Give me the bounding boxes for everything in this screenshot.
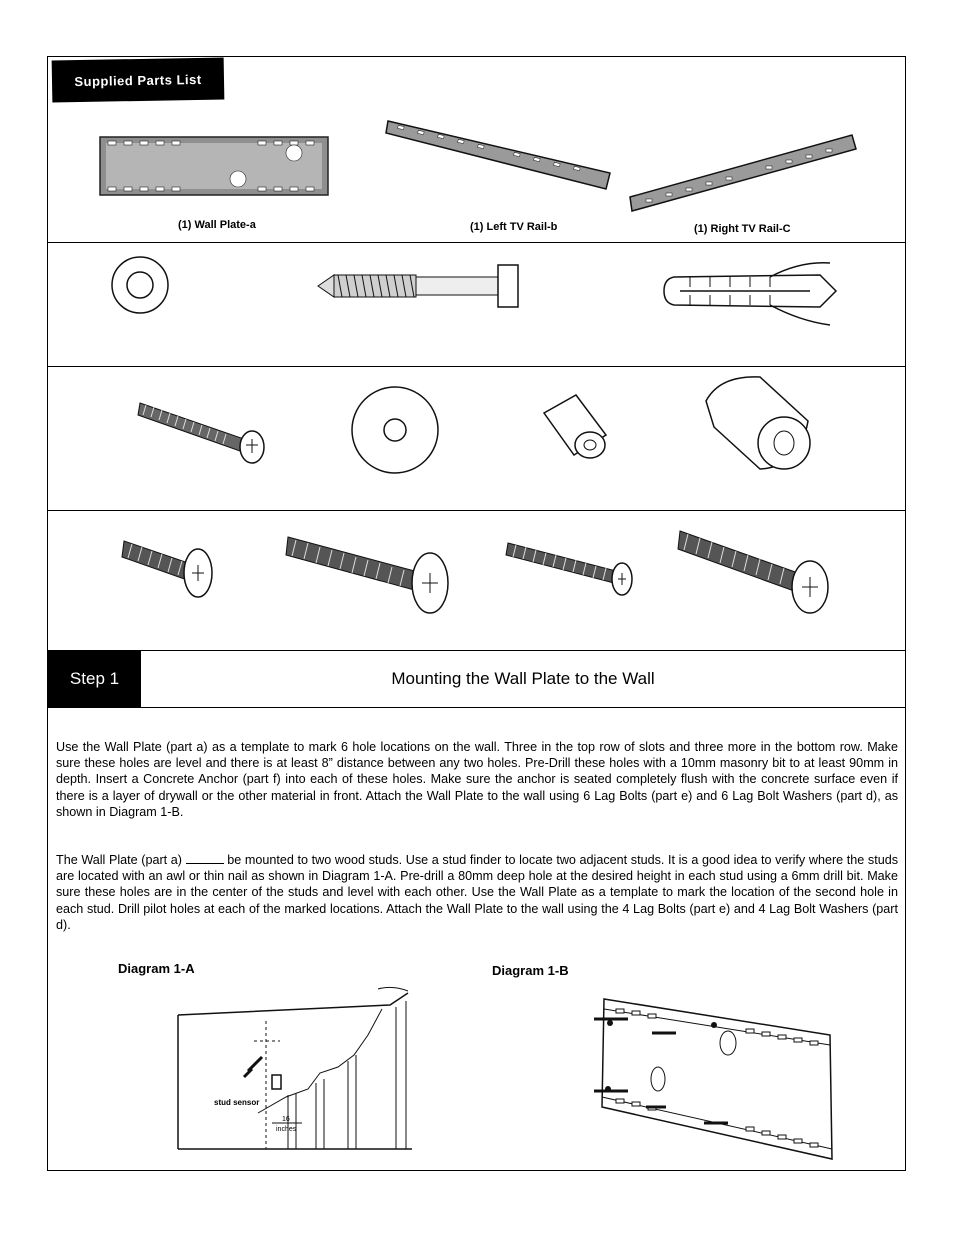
parts-row-1 (48, 57, 905, 243)
wall-plate-image (98, 133, 330, 201)
right-rail-image (626, 127, 858, 213)
right-rail-caption: (1) Right TV Rail-C (694, 223, 791, 235)
lag-bolt-image (316, 261, 524, 311)
stud-spacing-value: 16 (282, 1116, 290, 1123)
paragraph-2-rest: be mounted to two wood studs. Use a stud finder to locate two adjacent studs. It is a good idea to verify where the studs are located with an awl or thin nail as shown in Diagram 1-A. Pre-drill a 80mm deep hole at the desired height in each stud using a 6mm drill bit. Make sure these holes are in the center of the studs and level with each other. Use the Wall Plate as a template to mark the location of the second hole in each stud. Drill pilot holes at each of the marked locations. Attach the Wall Plate to the wall using the 4 Lag Bolts (part e) and 4 Lag Bolt Washers (part d). (56, 853, 899, 932)
spacer-washer-image (350, 385, 440, 475)
small-spacer-image (536, 391, 610, 463)
stud-sensor-label: stud sensor (214, 1098, 260, 1107)
long-bolt-a-image (284, 529, 452, 617)
blank-line (186, 853, 224, 864)
stud-spacing-unit: inches (276, 1126, 297, 1133)
paragraph-2-start: The Wall Plate (part a) (56, 853, 182, 867)
wall-plate-caption: (1) Wall Plate-a (178, 219, 256, 231)
instruction-paragraph-2 (56, 852, 898, 933)
diagram-1b-label: Diagram 1-B (492, 963, 569, 978)
parts-list-header: Supplied Parts List (52, 58, 225, 103)
diagram-1a-label: Diagram 1-A (118, 961, 195, 976)
machine-screw-image (136, 395, 270, 467)
large-spacer-image (700, 371, 812, 475)
step-header (48, 651, 905, 708)
left-rail-image (384, 117, 614, 197)
step-title: Mounting the Wall Plate to the Wall (391, 669, 655, 688)
concrete-anchor-image (660, 259, 840, 329)
long-bolt-b-image (676, 525, 832, 615)
left-rail-caption: (1) Left TV Rail-b (470, 221, 558, 233)
diagram-1b-image (596, 995, 836, 1163)
parts-row-4 (48, 511, 905, 651)
short-bolt-image (120, 535, 216, 601)
step-number: Step 1 (48, 651, 141, 707)
medium-bolt-image (504, 537, 638, 599)
parts-row-3 (48, 367, 905, 511)
parts-row-2 (48, 243, 905, 367)
instruction-paragraph-1: Use the Wall Plate (part a) as a template to mark 6 hole locations on the wall. Three in the top row of slots and three more in the bottom row. Make sure these holes are level and there is at least 8” distance between any two holes. Pre-Drill these holes with a 10mm masonry bit to at least 90mm in depth. Insert a Concrete Anchor (part f) into each of these holes. Make sure the anchor is seated completely flush with the concrete surface even if there is a layer of drywall or the other material in front. Attach the Wall Plate to the wall using 6 Lag Bolts (part e) and 6 Lag Bolt Washers (part d), as shown in Diagram 1-B. (56, 740, 898, 819)
instruction-frame (47, 56, 906, 1171)
diagram-1a-image (168, 985, 418, 1157)
lag-bolt-washer-image (110, 255, 170, 315)
